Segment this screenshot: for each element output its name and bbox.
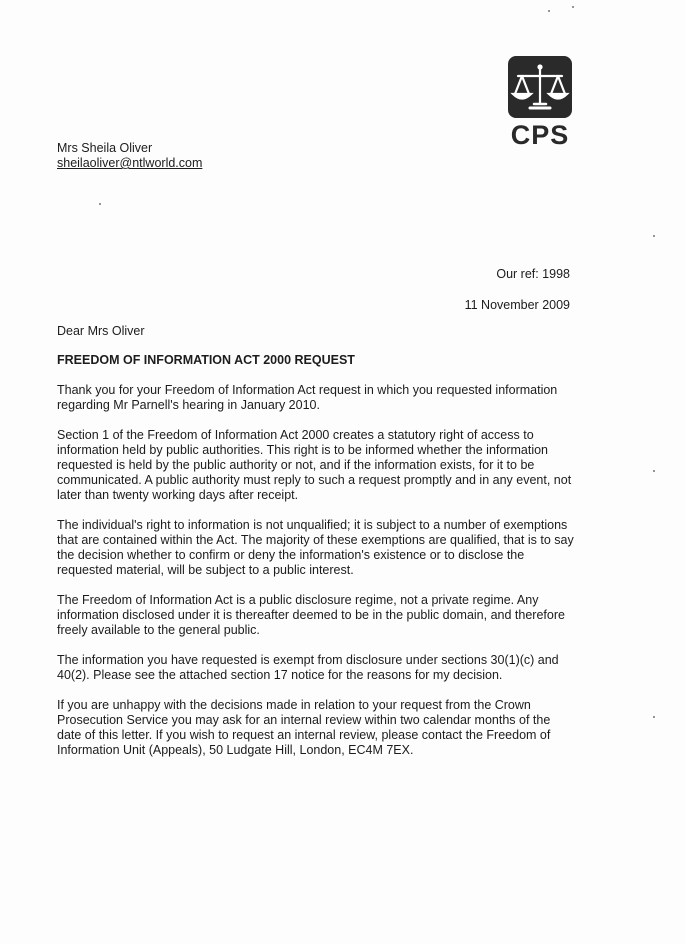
recipient-email[interactable]: sheilaoliver@ntlworld.com: [57, 156, 203, 170]
letter-date: 11 November 2009: [464, 298, 570, 312]
paragraph: Thank you for your Freedom of Information Act request in which you requested information regarding Mr Parnell's hearing in January 2010.: [57, 383, 558, 412]
salutation: Dear Mrs Oliver: [57, 324, 145, 338]
paragraph: The individual's right to information is not unqualified; it is subject to a number of exemptions that are contained within the Act. The majority of these exemptions are qualified, that is to say the decision whether to confirm or deny the information's existence or to disclose the requested material, will be subject to a public interest.: [57, 518, 574, 577]
scan-speck: [572, 6, 574, 8]
scan-speck: [548, 10, 550, 12]
recipient-block: [57, 141, 202, 171]
scan-speck: [653, 716, 655, 718]
letter-body: [57, 324, 577, 773]
letter-subject: FREEDOM OF INFORMATION ACT 2000 REQUEST: [57, 353, 355, 367]
paragraph: Section 1 of the Freedom of Information Act 2000 creates a statutory right of access to information held by public authorities. This right is to be informed whether the information requested is held by the public authority or not, and if the information exists, for it to be communicated. A public authority must reply to such a request promptly and in any event, not later than twenty working days after receipt.: [57, 428, 572, 502]
logo-text: CPS: [510, 120, 570, 150]
paragraph: The information you have requested is exempt from disclosure under sections 30(1)(c) and 40(2). Please see the attached section 17 notice for the reasons for my decision.: [57, 653, 559, 682]
cps-logo: [506, 56, 574, 150]
reference-block: [465, 267, 570, 313]
paragraph: If you are unhappy with the decisions made in relation to your request from the Crown Prosecution Service you may ask for an internal review within two calendar months of the date of this letter. If you wish to request an internal review, please contact the Freedom of Information Unit (Appeals), 50 Ludgate Hill, London, EC4M 7EX.: [57, 698, 551, 757]
scan-speck: [653, 235, 655, 237]
recipient-name: Mrs Sheila Oliver: [57, 141, 153, 155]
scan-speck: [653, 470, 655, 472]
reference-number: Our ref: 1998: [496, 267, 570, 281]
scan-speck: [99, 203, 101, 205]
scales-of-justice-icon: [508, 56, 572, 118]
paragraph: The Freedom of Information Act is a public disclosure regime, not a private regime. Any information disclosed under it is thereafter deemed to be in the public domain, and therefore freely available to the general public.: [57, 593, 565, 637]
